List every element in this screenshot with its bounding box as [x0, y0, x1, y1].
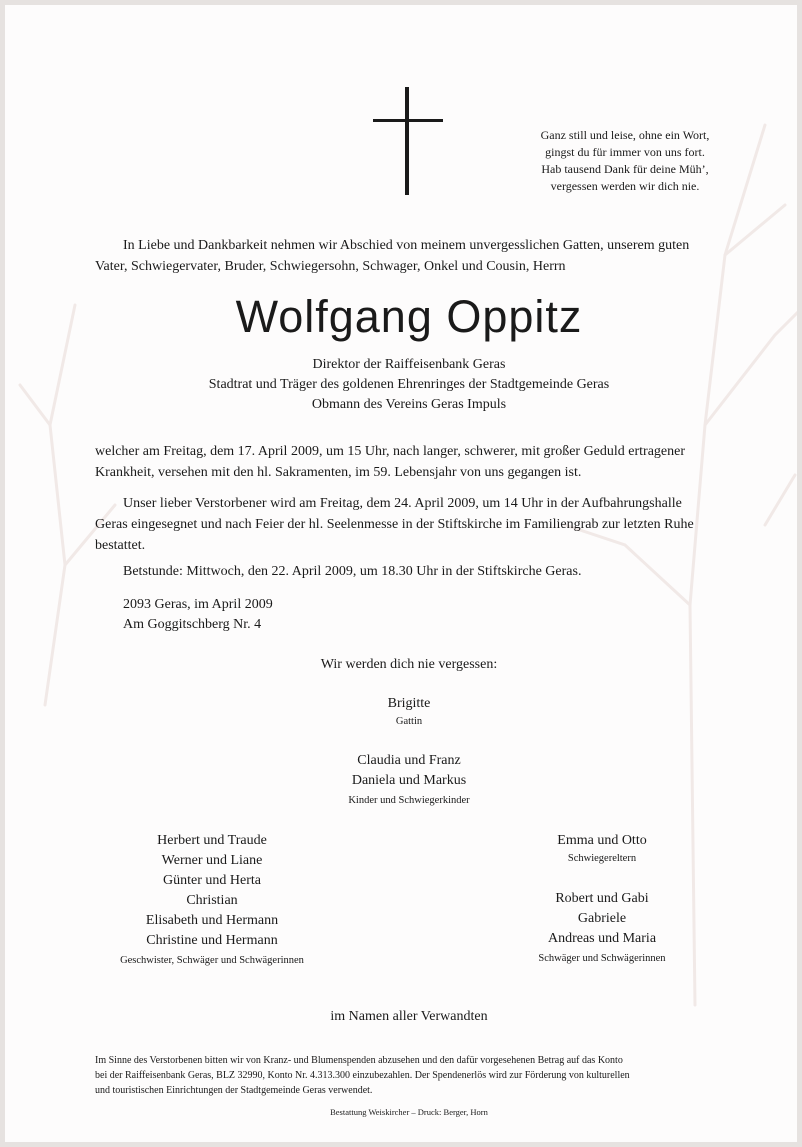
prayer-hour: Betstunde: Mittwoch, den 22. April 2009, um 18.30 Uhr in der Stiftskirche Geras.	[123, 564, 582, 579]
mourner-name: Elisabeth und Hermann	[145, 913, 279, 928]
relatives-line: im Namen aller Verwandten	[330, 1009, 488, 1024]
funeral-line: bestattet.	[95, 538, 146, 553]
mourner-relation: Gattin	[395, 716, 423, 727]
funeral-notice	[95, 493, 723, 556]
poem-line: gingst du für immer von uns fort.	[545, 145, 705, 159]
title-line: Stadtrat und Träger des goldenen Ehrenringes der Stadtgemeinde Geras	[208, 377, 610, 392]
donation-notice	[95, 1053, 723, 1098]
mourner-name: Herbert und Traude	[157, 833, 267, 848]
mourner-group-children	[95, 751, 723, 809]
mourner-relation: Kinder und Schwiegerkinder	[348, 795, 470, 806]
mourner-name: Werner und Liane	[161, 853, 263, 868]
death-notice	[95, 441, 723, 483]
poem-line: vergessen werden wir dich nie.	[550, 179, 700, 193]
mourner-name: Christian	[186, 893, 238, 908]
funeral-line: Geras eingesegnet und nach Feier der hl. Seelenmesse in der Stiftskirche im Familiengrab zur letzten Ruhe	[95, 517, 694, 532]
title-line: Obmann des Vereins Geras Impuls	[311, 397, 507, 412]
intro-line: In Liebe und Dankbarkeit nehmen wir Abschied von meinem unvergesslichen Gatten, unserem guten	[123, 238, 690, 253]
address-line: Am Goggitschberg Nr. 4	[123, 617, 262, 632]
mourner-name: Robert und Gabi	[555, 891, 649, 906]
never-forget-line: Wir werden dich nie vergessen:	[320, 657, 498, 672]
poem-line: Ganz still und leise, ohne ein Wort,	[540, 128, 710, 142]
mourner-name: Christine und Hermann	[146, 933, 278, 948]
family-address	[123, 595, 273, 635]
notice-line: welcher am Freitag, dem 17. April 2009, um 15 Uhr, nach langer, schwerer, mit großer Geduld ertragener	[95, 444, 686, 459]
imprint: Bestattung Weiskircher – Druck: Berger, Horn	[330, 1107, 488, 1117]
mourner-name: Andreas und Maria	[547, 931, 657, 946]
memorial-poem	[525, 127, 725, 195]
address-line: 2093 Geras, im April 2009	[123, 597, 273, 612]
cross-symbol	[373, 87, 443, 195]
footer-line: und touristischen Einrichtungen der Stadtgemeinde Geras verwendet.	[95, 1085, 373, 1096]
funeral-line: Unser lieber Verstorbener wird am Freitag, dem 24. April 2009, um 14 Uhr in der Aufbahrungshalle	[123, 496, 682, 511]
mourner-name: Claudia und Franz	[357, 753, 461, 768]
mourner-group-wife	[95, 694, 723, 730]
intro-paragraph	[95, 235, 723, 277]
notice-line: Krankheit, versehen mit den hl. Sakramenten, im 59. Lebensjahr von uns gegangen ist.	[95, 465, 582, 480]
intro-line: Vater, Schwiegervater, Bruder, Schwiegersohn, Schwager, Onkel und Cousin, Herrn	[95, 259, 566, 274]
poem-line: Hab tausend Dank für deine Müh’,	[541, 162, 709, 176]
deceased-titles	[95, 355, 723, 415]
mourner-group-siblings	[82, 831, 342, 969]
mourner-name: Emma und Otto	[557, 833, 647, 848]
mourner-relation: Schwäger und Schwägerinnen	[538, 953, 666, 964]
mourner-group-parents-in-law	[472, 831, 732, 867]
mourner-name: Daniela und Markus	[351, 773, 467, 788]
mourner-group-in-laws	[472, 889, 732, 967]
mourner-name: Günter und Herta	[163, 873, 261, 888]
footer-line: bei der Raiffeisenbank Geras, BLZ 32990, Konto Nr. 4.313.300 einzubezahlen. Der Spendenerlös wird zur Förderung von kulturellen	[95, 1070, 630, 1081]
mourner-name: Gabriele	[577, 911, 627, 926]
deceased-name: Wolfgang Oppitz	[235, 291, 583, 342]
mourner-relation: Geschwister, Schwäger und Schwägerinnen	[120, 955, 304, 966]
mourner-name: Brigitte	[387, 696, 431, 711]
title-line: Direktor der Raiffeisenbank Geras	[312, 357, 506, 372]
footer-line: Im Sinne des Verstorbenen bitten wir von Kranz- und Blumenspenden abzusehen und den dafür vorgesehenen Betrag auf das Konto	[95, 1055, 623, 1066]
mourner-relation: Schwiegereltern	[567, 853, 637, 864]
